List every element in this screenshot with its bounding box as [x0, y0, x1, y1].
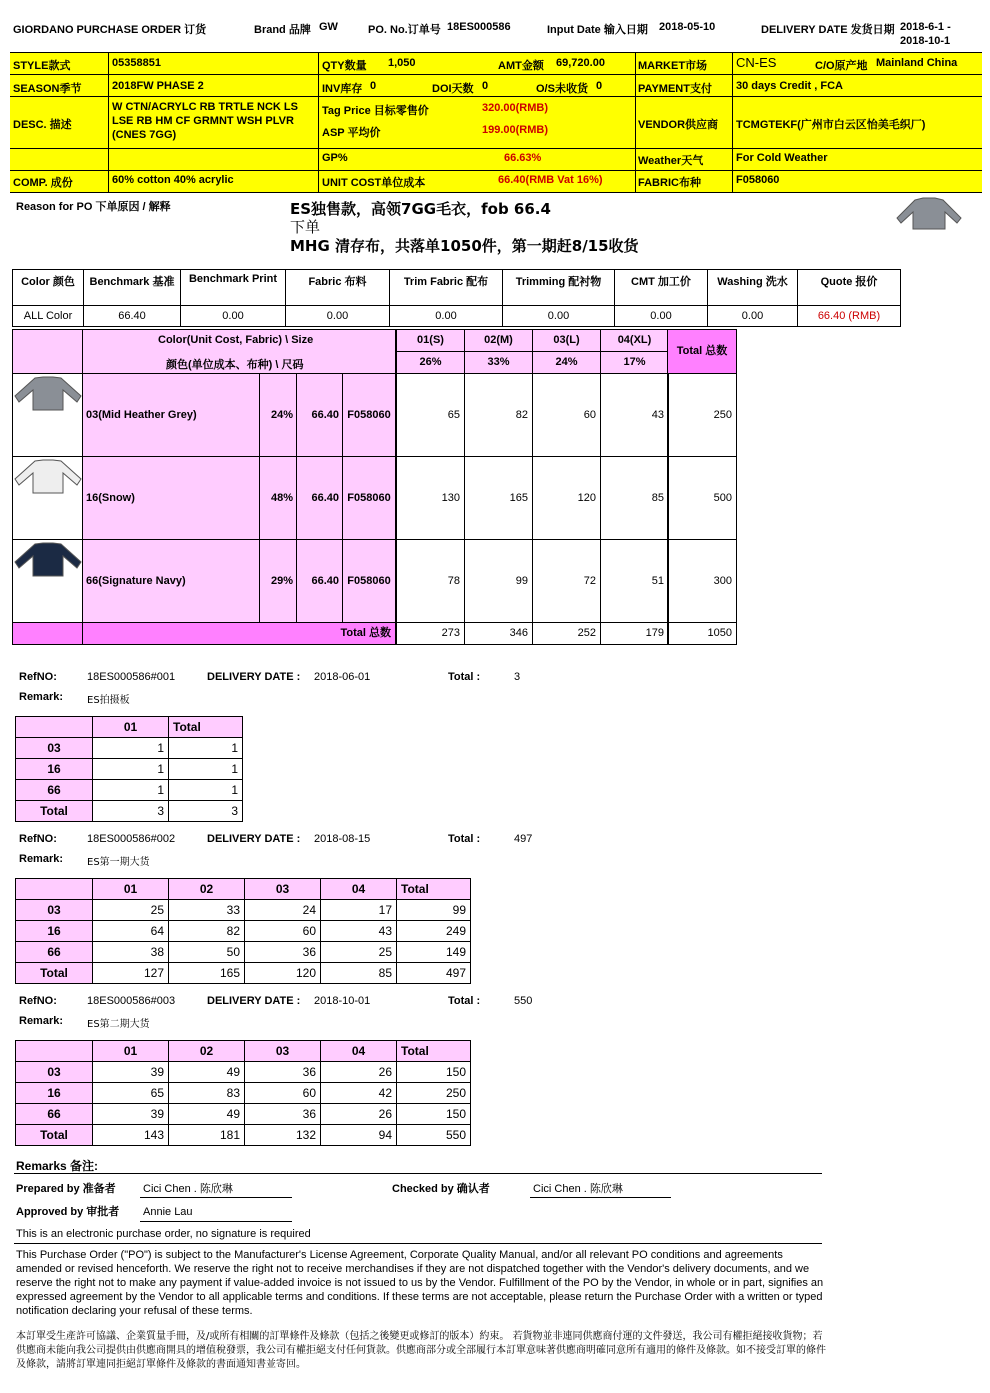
- delivery-row: [16, 1104, 471, 1125]
- approved-by-value: Annie Lau: [143, 1206, 193, 1218]
- delivery-qty-cell: 38: [93, 942, 169, 963]
- delivery-row-label: 16: [16, 921, 93, 942]
- size-code-header: 01(S): [396, 329, 465, 352]
- delivery-qty-cell: 165: [169, 963, 245, 984]
- gp-label: GP%: [322, 152, 348, 164]
- delivery-row-label: Total: [16, 963, 93, 984]
- delivery-qty-cell: 25: [321, 942, 397, 963]
- grid-footer-total-label: Total 总数: [82, 622, 396, 645]
- delivery-row: [16, 900, 471, 921]
- delivery-row: [16, 1062, 471, 1083]
- size-code-header: 03(L): [532, 329, 601, 352]
- prepared-by-label: Prepared by 准备者: [16, 1183, 116, 1195]
- delivery-size-header: 02: [169, 1041, 245, 1062]
- checked-by-value: Cici Chen . 陈欣琳: [533, 1183, 623, 1195]
- grid-footer-total-cell: 346: [464, 622, 533, 645]
- delivery-row-total: 550: [397, 1125, 471, 1146]
- grid-footer-total-cell: 1050: [667, 622, 737, 645]
- delivery-row-label: 66: [16, 942, 93, 963]
- delivery-qty-table: [15, 1040, 471, 1146]
- color-name-cell: 16(Snow): [82, 456, 260, 540]
- delivery-qty-cell: 26: [321, 1062, 397, 1083]
- color-name-cell: 03(Mid Heather Grey): [82, 373, 260, 457]
- reason-line-2: 下单: [290, 218, 321, 236]
- approved-by-label: Approved by 审批者: [16, 1206, 120, 1218]
- delivery-row-total: 1: [169, 759, 243, 780]
- delivery-size-header: 01: [93, 1041, 169, 1062]
- grid-footer-corner: [12, 622, 83, 645]
- cost-value-cell: 66.40: [84, 306, 181, 327]
- electronic-note: This is an electronic purchase order, no signature is required: [16, 1228, 311, 1240]
- size-qty-cell: 82: [464, 373, 533, 457]
- size-qty-cell: 65: [396, 373, 465, 457]
- color-pct-cell: 24%: [259, 373, 297, 457]
- delivery-row-total: 150: [397, 1062, 471, 1083]
- refno-label: RefNO:: [19, 671, 57, 683]
- delivery-header-corner: [16, 1041, 93, 1062]
- market-value: CN-ES: [736, 55, 777, 70]
- qty-value: 1,050: [388, 57, 416, 69]
- delivery-size-header: 04: [321, 879, 397, 900]
- brand-label: Brand 品牌: [254, 24, 311, 36]
- delivery-qty-cell: 181: [169, 1125, 245, 1146]
- size-qty-cell: 85: [600, 456, 669, 540]
- weather-value: For Cold Weather: [736, 152, 828, 164]
- delivery-row: [16, 759, 243, 780]
- delivery-total-value: 3: [514, 671, 521, 683]
- size-qty-cell: 120: [532, 456, 601, 540]
- delivery-qty-cell: 43: [321, 921, 397, 942]
- refno-value: 18ES000586#001: [87, 671, 176, 683]
- delivery-row-label: 03: [16, 738, 93, 759]
- delivery-size-header: 01: [93, 717, 169, 738]
- cost-value-cell: 0.00: [615, 306, 708, 327]
- delivery-qty-cell: 33: [169, 900, 245, 921]
- reason-line-3: MHG 清存布，共落单1050件，第一期赶8/15收货: [290, 237, 639, 255]
- delivery-date-label: DELIVERY DATE :: [207, 671, 301, 683]
- delivery-qty-cell: 1: [93, 738, 169, 759]
- asp-value: 199.00(RMB): [482, 124, 549, 136]
- comp-value: 60% cotton 40% acrylic: [112, 174, 234, 186]
- delivery-row-label: 66: [16, 780, 93, 801]
- inv-label: INV库存: [322, 83, 363, 95]
- desc-line-2: LSE RB HM CF GRMNT WSH PLVR: [112, 115, 294, 127]
- delivery-qty-cell: 83: [169, 1083, 245, 1104]
- delivery-header-row: [16, 717, 243, 738]
- cost-value-row: [13, 306, 901, 327]
- delivery-row: [16, 738, 243, 759]
- grid-footer-total-cell: 252: [532, 622, 601, 645]
- sweater-thumbnail-icon: [893, 196, 965, 230]
- delivery-row: [16, 942, 471, 963]
- delivery-qty-cell: 60: [245, 921, 321, 942]
- tag-price-value: 320.00(RMB): [482, 102, 549, 114]
- delivery-row: [16, 801, 243, 822]
- delivery-date-label: DELIVERY DATE 发货日期: [761, 24, 895, 36]
- vendor-label: VENDOR供应商: [638, 119, 719, 131]
- delivery-total-label: Total :: [448, 995, 481, 1007]
- cost-header-cell: Benchmark 基准: [84, 270, 181, 306]
- season-label: SEASON季节: [13, 83, 82, 95]
- size-qty-cell: 60: [532, 373, 601, 457]
- delivery-qty-cell: 49: [169, 1104, 245, 1125]
- delivery-qty-cell: 94: [321, 1125, 397, 1146]
- payment-label: PAYMENT支付: [638, 83, 712, 95]
- delivery-qty-cell: 120: [245, 963, 321, 984]
- brand-value: GW: [319, 21, 338, 33]
- delivery-qty-cell: 39: [93, 1062, 169, 1083]
- delivery-row-total: 149: [397, 942, 471, 963]
- cost-header-row: [13, 270, 901, 306]
- delivery-row: [16, 1125, 471, 1146]
- delivery-total-label: Total :: [448, 671, 481, 683]
- grid-footer-total-cell: 179: [600, 622, 669, 645]
- season-value: 2018FW PHASE 2: [112, 80, 204, 92]
- cost-breakdown-table: [12, 269, 901, 327]
- remark-value: ES第二期大货: [87, 1019, 150, 1030]
- delivery-row-label: Total: [16, 1125, 93, 1146]
- delivery-row-total: 497: [397, 963, 471, 984]
- delivery-header-row: [16, 879, 471, 900]
- amt-label: AMT金额: [498, 60, 544, 72]
- cost-header-cell: Fabric 布料: [286, 270, 390, 306]
- delivery-qty-cell: 1: [93, 780, 169, 801]
- row-total-cell: 250: [667, 373, 737, 457]
- market-label: MARKET市场: [638, 60, 708, 72]
- delivery-date-end: 2018-10-1: [900, 35, 951, 47]
- delivery-date-value: 2018-06-01: [314, 671, 371, 683]
- po-title: GIORDANO PURCHASE ORDER 订货: [13, 24, 207, 36]
- cost-header-cell: Washing 洗水: [708, 270, 798, 306]
- delivery-row-total: 3: [169, 801, 243, 822]
- unit-cost-value: 66.40(RMB Vat 16%): [498, 174, 603, 186]
- reason-line-1: ES独售款，高领7GG毛衣，fob 66.4: [290, 200, 551, 218]
- cost-value-cell: 0.00: [286, 306, 390, 327]
- delivery-row: [16, 921, 471, 942]
- delivery-total-value: 497: [514, 833, 533, 845]
- cost-header-cell: Color 颜色: [13, 270, 84, 306]
- delivery-qty-cell: 127: [93, 963, 169, 984]
- size-qty-cell: 51: [600, 539, 669, 623]
- delivery-total-value: 550: [514, 995, 533, 1007]
- delivery-date-label: DELIVERY DATE :: [207, 833, 301, 845]
- delivery-qty-cell: 26: [321, 1104, 397, 1125]
- color-swatch-cell: [12, 373, 83, 457]
- cost-header-cell: CMT 加工价: [615, 270, 708, 306]
- delivery-qty-cell: 36: [245, 1104, 321, 1125]
- delivery-qty-cell: 36: [245, 942, 321, 963]
- delivery-qty-cell: 65: [93, 1083, 169, 1104]
- po-number-value: 18ES000586: [447, 21, 511, 33]
- delivery-row-label: 03: [16, 1062, 93, 1083]
- qty-label: QTY数量: [322, 60, 367, 72]
- delivery-size-header: 03: [245, 1041, 321, 1062]
- cost-value-cell: 0.00: [390, 306, 503, 327]
- delivery-qty-cell: 36: [245, 1062, 321, 1083]
- terms-chinese: 本訂單受生產許可協議、企業質量手冊，及/或所有相關的訂單條件及條款（包括之後變更或修訂的版本）約束。 若貨物並非連同供應商付運的文件發送，我公司有權拒絕接收貨物；若供應商未能向我公司提供由供應商開具的增值稅發票，我公司有權拒絕支付任何貨款。供應商部分或全部履行本訂單意味著供應商明確同意所有適用的條件及條款。如不接受訂單的條件及條款，請將訂單連同拒絕訂單條件及條款的書面通知書並寄回。: [16, 1331, 826, 1370]
- delivery-header-row: [16, 1041, 471, 1062]
- delivery-qty-cell: 60: [245, 1083, 321, 1104]
- delivery-qty-cell: 132: [245, 1125, 321, 1146]
- style-label: STYLE款式: [13, 60, 71, 72]
- cost-header-cell: Benchmark Print: [181, 270, 286, 306]
- size-qty-cell: 72: [532, 539, 601, 623]
- weather-label: Weather天气: [638, 155, 704, 167]
- delivery-row-label: 66: [16, 1104, 93, 1125]
- input-date-label: Input Date 输入日期: [547, 24, 648, 36]
- delivery-size-header: 03: [245, 879, 321, 900]
- delivery-size-header: 02: [169, 879, 245, 900]
- unit-cost-label: UNIT COST单位成本: [322, 177, 426, 189]
- delivery-qty-table: [15, 716, 243, 822]
- unit-cost-cell: 66.40: [296, 373, 343, 457]
- sweater-swatch-icon: [13, 376, 83, 412]
- size-qty-cell: 99: [464, 539, 533, 623]
- color-swatch-cell: [12, 456, 83, 540]
- remark-value: ES第一期大货: [87, 857, 150, 868]
- tag-price-label: Tag Price 目标零售价: [322, 105, 429, 117]
- delivery-row-total: 249: [397, 921, 471, 942]
- fabric-code-cell: F058060: [342, 456, 396, 540]
- fabric-code-cell: F058060: [342, 539, 396, 623]
- delivery-total-header: Total: [397, 879, 471, 900]
- fabric-label: FABRIC布种: [638, 177, 701, 189]
- delivery-header-corner: [16, 717, 93, 738]
- remark-label: Remark:: [19, 853, 64, 865]
- payment-value: 30 days Credit , FCA: [736, 80, 843, 92]
- delivery-qty-cell: 24: [245, 900, 321, 921]
- grid-header-line-2: 颜色(单位成本、布种) \ 尺码: [166, 359, 304, 371]
- checked-by-label: Checked by 确认者: [392, 1183, 490, 1195]
- size-pct-header: 24%: [532, 351, 601, 374]
- color-pct-cell: 48%: [259, 456, 297, 540]
- delivery-size-header: 01: [93, 879, 169, 900]
- terms-english: This Purchase Order ("PO") is subject to the Manufacturer's License Agreement, Corporate Quality Manual, and/or all relevant PO conditions and agreements amended or revised henceforth. We reserve the right not to receive merchandises if they are not dispatched together with the Vendor's delivery documents, and we reserve the right not to make any payment if value-added invoice is not issued to us by the Vendor. Fulfillment of the PO by the Vendor, in whole or in part, signifies an expressed agreement by the Vendor to all applicable terms and conditions. If these terms are not acceptable, please return the Purchase Order with a written or typed notification declaring your refusal of these terms.: [16, 1249, 824, 1317]
- fabric-code-cell: F058060: [342, 373, 396, 457]
- delivery-qty-cell: 49: [169, 1062, 245, 1083]
- size-qty-cell: 78: [396, 539, 465, 623]
- delivery-date-value: 2018-10-01: [314, 995, 371, 1007]
- vendor-value: TCMGTEKF(广州市白云区怡美毛织厂): [736, 119, 926, 131]
- quote-value-cell: 66.40 (RMB): [798, 306, 901, 327]
- cost-header-cell: Trim Fabric 配布: [390, 270, 503, 306]
- delivery-qty-cell: 17: [321, 900, 397, 921]
- delivery-date-label: DELIVERY DATE :: [207, 995, 301, 1007]
- delivery-qty-cell: 143: [93, 1125, 169, 1146]
- cost-value-cell: ALL Color: [13, 306, 84, 327]
- comp-label: COMP. 成份: [13, 177, 73, 189]
- size-breakdown-grid: [12, 329, 737, 645]
- color-swatch-cell: [12, 539, 83, 623]
- delivery-qty-cell: 1: [93, 759, 169, 780]
- info-block: [10, 52, 982, 193]
- delivery-row: [16, 963, 471, 984]
- delivery-qty-cell: 3: [93, 801, 169, 822]
- delivery-qty-cell: 85: [321, 963, 397, 984]
- remark-value: ES拍摄板: [87, 695, 130, 706]
- os-value: 0: [596, 80, 603, 92]
- cost-value-cell: 0.00: [503, 306, 615, 327]
- unit-cost-cell: 66.40: [296, 539, 343, 623]
- doi-value: 0: [482, 80, 489, 92]
- grid-header-color-size: [82, 329, 396, 374]
- refno-value: 18ES000586#002: [87, 833, 176, 845]
- cost-header-cell: Trimming 配衬物: [503, 270, 615, 306]
- delivery-total-header: Total: [169, 717, 243, 738]
- grid-header-line-1: Color(Unit Cost, Fabric) \ Size: [158, 334, 314, 346]
- cost-value-cell: 0.00: [708, 306, 798, 327]
- delivery-row-total: 99: [397, 900, 471, 921]
- refno-value: 18ES000586#003: [87, 995, 176, 1007]
- cost-value-cell: 0.00: [181, 306, 286, 327]
- desc-line-1: W CTN/ACRYLC RB TRTLE NCK LS: [112, 101, 298, 113]
- delivery-row: [16, 780, 243, 801]
- inv-value: 0: [370, 80, 377, 92]
- unit-cost-cell: 66.40: [296, 456, 343, 540]
- grid-header-total: Total 总数: [667, 329, 737, 374]
- delivery-size-header: 04: [321, 1041, 397, 1062]
- sweater-swatch-icon: [13, 542, 83, 578]
- delivery-row-label: Total: [16, 801, 93, 822]
- delivery-row: [16, 1083, 471, 1104]
- delivery-qty-cell: 82: [169, 921, 245, 942]
- delivery-row-total: 250: [397, 1083, 471, 1104]
- refno-label: RefNO:: [19, 995, 57, 1007]
- delivery-row-label: 03: [16, 900, 93, 921]
- remark-label: Remark:: [19, 1015, 64, 1027]
- remarks-label: Remarks 备注:: [16, 1159, 99, 1173]
- asp-label: ASP 平均价: [322, 127, 381, 139]
- style-value: 05358851: [112, 57, 161, 69]
- delivery-date-value: 2018-08-15: [314, 833, 371, 845]
- delivery-row-label: 16: [16, 759, 93, 780]
- row-total-cell: 300: [667, 539, 737, 623]
- size-qty-cell: 165: [464, 456, 533, 540]
- delivery-total-header: Total: [397, 1041, 471, 1062]
- delivery-qty-cell: 25: [93, 900, 169, 921]
- os-label: O/S未收货: [536, 83, 588, 95]
- delivery-qty-cell: 42: [321, 1083, 397, 1104]
- size-pct-header: 26%: [396, 351, 465, 374]
- size-qty-cell: 130: [396, 456, 465, 540]
- reason-label: Reason for PO 下单原因 / 解释: [16, 201, 171, 213]
- size-qty-cell: 43: [600, 373, 669, 457]
- origin-value: Mainland China: [876, 57, 958, 69]
- grid-corner-cell: [12, 329, 83, 374]
- delivery-qty-table: [15, 878, 471, 984]
- size-pct-header: 17%: [600, 351, 669, 374]
- amt-value: 69,720.00: [556, 57, 605, 69]
- delivery-row-total: 1: [169, 780, 243, 801]
- row-total-cell: 500: [667, 456, 737, 540]
- delivery-qty-cell: 50: [169, 942, 245, 963]
- delivery-header-corner: [16, 879, 93, 900]
- cost-header-cell: Quote 报价: [798, 270, 901, 306]
- delivery-qty-cell: 64: [93, 921, 169, 942]
- desc-line-3: (CNES 7GG): [112, 129, 177, 141]
- fabric-value: F058060: [736, 174, 780, 186]
- po-number-label: PO. No.订单号: [368, 24, 441, 36]
- delivery-qty-cell: 39: [93, 1104, 169, 1125]
- sweater-swatch-icon: [13, 459, 83, 495]
- color-pct-cell: 29%: [259, 539, 297, 623]
- delivery-row-total: 150: [397, 1104, 471, 1125]
- size-code-header: 02(M): [464, 329, 533, 352]
- desc-label: DESC. 描述: [13, 119, 72, 131]
- size-pct-header: 33%: [464, 351, 533, 374]
- delivery-date-start: 2018-6-1 -: [900, 21, 951, 33]
- delivery-total-label: Total :: [448, 833, 481, 845]
- size-code-header: 04(XL): [600, 329, 669, 352]
- color-name-cell: 66(Signature Navy): [82, 539, 260, 623]
- origin-label: C/O原产地: [815, 60, 868, 72]
- refno-label: RefNO:: [19, 833, 57, 845]
- prepared-by-value: Cici Chen . 陈欣琳: [143, 1183, 233, 1195]
- remark-label: Remark:: [19, 691, 64, 703]
- delivery-row-total: 1: [169, 738, 243, 759]
- doi-label: DOI天数: [432, 83, 474, 95]
- delivery-row-label: 16: [16, 1083, 93, 1104]
- grid-footer-total-cell: 273: [396, 622, 465, 645]
- input-date-value: 2018-05-10: [659, 21, 716, 33]
- gp-value: 66.63%: [504, 152, 542, 164]
